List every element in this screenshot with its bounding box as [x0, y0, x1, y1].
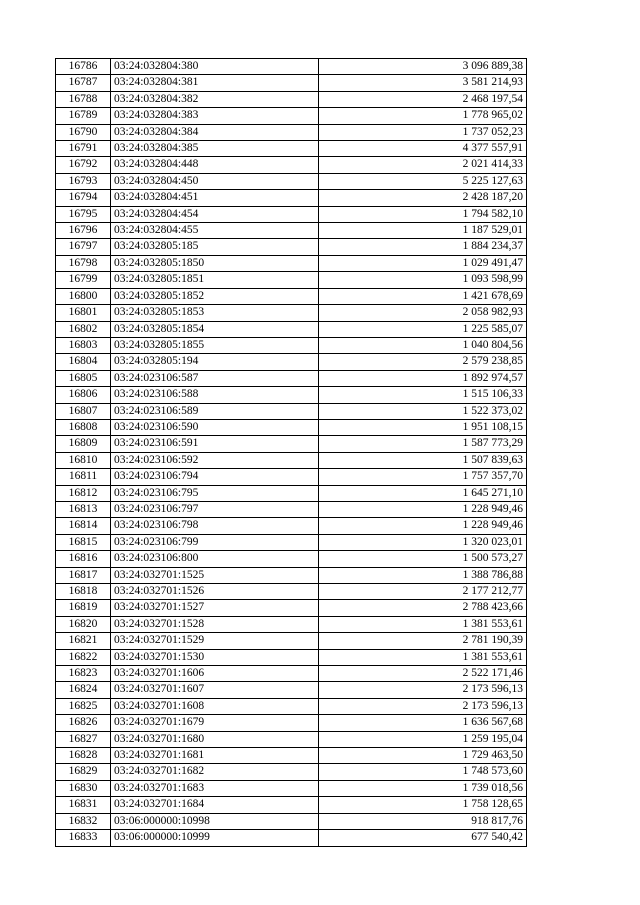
- cadastral-number-cell: 03:24:032701:1680: [111, 731, 319, 747]
- cadastral-number-cell: 03:24:032701:1528: [111, 616, 319, 632]
- table-row: [56, 436, 527, 452]
- row-number-cell: 16826: [56, 715, 111, 731]
- cadastral-number-cell: 03:06:000000:10999: [111, 830, 319, 846]
- table-row: [56, 633, 527, 649]
- cadastral-number-cell: 03:24:032701:1526: [111, 584, 319, 600]
- cadastral-value-cell: 1 507 839,63: [319, 452, 527, 468]
- table-row: [56, 206, 527, 222]
- table-row: [56, 124, 527, 140]
- cadastral-number-cell: 03:24:032804:380: [111, 59, 319, 75]
- row-number-cell: 16803: [56, 337, 111, 353]
- row-number-cell: 16829: [56, 764, 111, 780]
- cadastral-value-table: [55, 58, 527, 847]
- cadastral-value-cell: 2 428 187,20: [319, 190, 527, 206]
- table-row: [56, 419, 527, 435]
- cadastral-value-cell: 1 645 271,10: [319, 485, 527, 501]
- row-number-cell: 16794: [56, 190, 111, 206]
- row-number-cell: 16819: [56, 600, 111, 616]
- cadastral-value-cell: 1 794 582,10: [319, 206, 527, 222]
- cadastral-value-cell: 3 581 214,93: [319, 75, 527, 91]
- cadastral-value-cell: 1 778 965,02: [319, 108, 527, 124]
- row-number-cell: 16788: [56, 91, 111, 107]
- table-row: [56, 501, 527, 517]
- cadastral-number-cell: 03:24:023106:592: [111, 452, 319, 468]
- cadastral-value-cell: 1 515 106,33: [319, 387, 527, 403]
- cadastral-number-cell: 03:24:023106:798: [111, 518, 319, 534]
- row-number-cell: 16798: [56, 255, 111, 271]
- row-number-cell: 16808: [56, 419, 111, 435]
- row-number-cell: 16828: [56, 748, 111, 764]
- table-row: [56, 584, 527, 600]
- row-number-cell: 16815: [56, 534, 111, 550]
- cadastral-value-cell: 1 029 491,47: [319, 255, 527, 271]
- row-number-cell: 16792: [56, 157, 111, 173]
- cadastral-number-cell: 03:24:032805:1850: [111, 255, 319, 271]
- row-number-cell: 16818: [56, 584, 111, 600]
- row-number-cell: 16791: [56, 141, 111, 157]
- row-number-cell: 16793: [56, 173, 111, 189]
- cadastral-number-cell: 03:24:032701:1682: [111, 764, 319, 780]
- cadastral-value-cell: 1 739 018,56: [319, 780, 527, 796]
- cadastral-value-cell: 5 225 127,63: [319, 173, 527, 189]
- table-row: [56, 780, 527, 796]
- table-row: [56, 387, 527, 403]
- cadastral-number-cell: 03:24:032701:1679: [111, 715, 319, 731]
- table-row: [56, 485, 527, 501]
- table-row: [56, 288, 527, 304]
- cadastral-value-cell: 1 228 949,46: [319, 501, 527, 517]
- table-row: [56, 698, 527, 714]
- row-number-cell: 16805: [56, 370, 111, 386]
- row-number-cell: 16799: [56, 272, 111, 288]
- cadastral-number-cell: 03:24:023106:591: [111, 436, 319, 452]
- row-number-cell: 16787: [56, 75, 111, 91]
- cadastral-number-cell: 03:24:023106:590: [111, 419, 319, 435]
- cadastral-value-cell: 1 381 553,61: [319, 616, 527, 632]
- cadastral-value-cell: 2 173 596,13: [319, 698, 527, 714]
- cadastral-number-cell: 03:24:032805:1855: [111, 337, 319, 353]
- cadastral-number-cell: 03:24:032701:1530: [111, 649, 319, 665]
- table-row: [56, 469, 527, 485]
- table-row: [56, 830, 527, 846]
- table-row: [56, 157, 527, 173]
- table-row: [56, 764, 527, 780]
- cadastral-number-cell: 03:24:023106:588: [111, 387, 319, 403]
- table-row: [56, 452, 527, 468]
- table-row: [56, 616, 527, 632]
- cadastral-value-cell: 1 737 052,23: [319, 124, 527, 140]
- cadastral-value-cell: 2 468 197,54: [319, 91, 527, 107]
- cadastral-value-cell: 1 040 804,56: [319, 337, 527, 353]
- cadastral-value-cell: 1 758 128,65: [319, 797, 527, 813]
- cadastral-number-cell: 03:24:032701:1527: [111, 600, 319, 616]
- cadastral-number-cell: 03:24:032701:1681: [111, 748, 319, 764]
- table-row: [56, 534, 527, 550]
- cadastral-value-cell: 1 381 553,61: [319, 649, 527, 665]
- table-row: [56, 337, 527, 353]
- table-row: [56, 239, 527, 255]
- cadastral-value-cell: 4 377 557,91: [319, 141, 527, 157]
- table-row: [56, 403, 527, 419]
- row-number-cell: 16821: [56, 633, 111, 649]
- table-row: [56, 567, 527, 583]
- table-body: [56, 59, 527, 847]
- cadastral-number-cell: 03:24:032804:450: [111, 173, 319, 189]
- row-number-cell: 16797: [56, 239, 111, 255]
- cadastral-number-cell: 03:24:032805:1853: [111, 305, 319, 321]
- cadastral-number-cell: 03:06:000000:10998: [111, 813, 319, 829]
- row-number-cell: 16824: [56, 682, 111, 698]
- table-row: [56, 190, 527, 206]
- cadastral-value-cell: 1 951 108,15: [319, 419, 527, 435]
- cadastral-number-cell: 03:24:032804:384: [111, 124, 319, 140]
- table-row: [56, 715, 527, 731]
- cadastral-number-cell: 03:24:032805:194: [111, 354, 319, 370]
- table-row: [56, 91, 527, 107]
- table-row: [56, 666, 527, 682]
- table-row: [56, 518, 527, 534]
- cadastral-value-cell: 1 500 573,27: [319, 551, 527, 567]
- cadastral-number-cell: 03:24:032804:385: [111, 141, 319, 157]
- table-row: [56, 255, 527, 271]
- table-row: [56, 108, 527, 124]
- row-number-cell: 16832: [56, 813, 111, 829]
- cadastral-number-cell: 03:24:032805:1851: [111, 272, 319, 288]
- table-row: [56, 682, 527, 698]
- row-number-cell: 16813: [56, 501, 111, 517]
- cadastral-number-cell: 03:24:032805:1854: [111, 321, 319, 337]
- row-number-cell: 16800: [56, 288, 111, 304]
- row-number-cell: 16811: [56, 469, 111, 485]
- cadastral-value-cell: 3 096 889,38: [319, 59, 527, 75]
- cadastral-value-cell: 1 748 573,60: [319, 764, 527, 780]
- cadastral-value-cell: 2 522 171,46: [319, 666, 527, 682]
- row-number-cell: 16814: [56, 518, 111, 534]
- table-row: [56, 551, 527, 567]
- cadastral-value-cell: 1 421 678,69: [319, 288, 527, 304]
- row-number-cell: 16830: [56, 780, 111, 796]
- cadastral-number-cell: 03:24:023106:794: [111, 469, 319, 485]
- row-number-cell: 16796: [56, 223, 111, 239]
- cadastral-value-cell: 1 884 234,37: [319, 239, 527, 255]
- cadastral-number-cell: 03:24:023106:797: [111, 501, 319, 517]
- cadastral-number-cell: 03:24:023106:795: [111, 485, 319, 501]
- row-number-cell: 16801: [56, 305, 111, 321]
- cadastral-value-cell: 1 892 974,57: [319, 370, 527, 386]
- cadastral-value-cell: 2 781 190,39: [319, 633, 527, 649]
- row-number-cell: 16817: [56, 567, 111, 583]
- cadastral-number-cell: 03:24:032804:455: [111, 223, 319, 239]
- table-row: [56, 748, 527, 764]
- cadastral-number-cell: 03:24:023106:799: [111, 534, 319, 550]
- cadastral-value-cell: 2 788 423,66: [319, 600, 527, 616]
- cadastral-value-cell: 1 587 773,29: [319, 436, 527, 452]
- row-number-cell: 16816: [56, 551, 111, 567]
- cadastral-value-cell: 1 225 585,07: [319, 321, 527, 337]
- row-number-cell: 16790: [56, 124, 111, 140]
- cadastral-value-cell: 1 757 357,70: [319, 469, 527, 485]
- cadastral-value-cell: 1 093 598,99: [319, 272, 527, 288]
- cadastral-number-cell: 03:24:032701:1684: [111, 797, 319, 813]
- cadastral-number-cell: 03:24:023106:800: [111, 551, 319, 567]
- table-row: [56, 731, 527, 747]
- cadastral-value-cell: 1 259 195,04: [319, 731, 527, 747]
- table-row: [56, 600, 527, 616]
- cadastral-value-cell: 2 173 596,13: [319, 682, 527, 698]
- table-row: [56, 813, 527, 829]
- table-row: [56, 272, 527, 288]
- cadastral-number-cell: 03:24:032701:1607: [111, 682, 319, 698]
- row-number-cell: 16786: [56, 59, 111, 75]
- row-number-cell: 16806: [56, 387, 111, 403]
- cadastral-number-cell: 03:24:032804:448: [111, 157, 319, 173]
- cadastral-value-cell: 2 058 982,93: [319, 305, 527, 321]
- cadastral-number-cell: 03:24:032701:1608: [111, 698, 319, 714]
- table-row: [56, 75, 527, 91]
- cadastral-number-cell: 03:24:032701:1529: [111, 633, 319, 649]
- cadastral-value-cell: 1 228 949,46: [319, 518, 527, 534]
- table-row: [56, 173, 527, 189]
- cadastral-number-cell: 03:24:032804:381: [111, 75, 319, 91]
- cadastral-number-cell: 03:24:023106:587: [111, 370, 319, 386]
- cadastral-number-cell: 03:24:032804:382: [111, 91, 319, 107]
- table-row: [56, 649, 527, 665]
- row-number-cell: 16820: [56, 616, 111, 632]
- row-number-cell: 16831: [56, 797, 111, 813]
- cadastral-number-cell: 03:24:032701:1683: [111, 780, 319, 796]
- row-number-cell: 16795: [56, 206, 111, 222]
- cadastral-value-cell: 1 388 786,88: [319, 567, 527, 583]
- cadastral-number-cell: 03:24:032701:1606: [111, 666, 319, 682]
- cadastral-number-cell: 03:24:032804:451: [111, 190, 319, 206]
- cadastral-number-cell: 03:24:032805:185: [111, 239, 319, 255]
- table-row: [56, 305, 527, 321]
- table-row: [56, 223, 527, 239]
- row-number-cell: 16809: [56, 436, 111, 452]
- cadastral-number-cell: 03:24:032804:454: [111, 206, 319, 222]
- table-row: [56, 370, 527, 386]
- row-number-cell: 16804: [56, 354, 111, 370]
- row-number-cell: 16825: [56, 698, 111, 714]
- row-number-cell: 16807: [56, 403, 111, 419]
- cadastral-number-cell: 03:24:032805:1852: [111, 288, 319, 304]
- table-row: [56, 321, 527, 337]
- table-row: [56, 141, 527, 157]
- cadastral-number-cell: 03:24:023106:589: [111, 403, 319, 419]
- row-number-cell: 16833: [56, 830, 111, 846]
- cadastral-value-cell: 2 579 238,85: [319, 354, 527, 370]
- cadastral-value-cell: 2 021 414,33: [319, 157, 527, 173]
- cadastral-value-cell: 1 320 023,01: [319, 534, 527, 550]
- cadastral-value-cell: 1 636 567,68: [319, 715, 527, 731]
- cadastral-number-cell: 03:24:032804:383: [111, 108, 319, 124]
- table-row: [56, 354, 527, 370]
- row-number-cell: 16823: [56, 666, 111, 682]
- row-number-cell: 16812: [56, 485, 111, 501]
- cadastral-number-cell: 03:24:032701:1525: [111, 567, 319, 583]
- cadastral-value-cell: 2 177 212,77: [319, 584, 527, 600]
- row-number-cell: 16789: [56, 108, 111, 124]
- cadastral-value-cell: 918 817,76: [319, 813, 527, 829]
- table-row: [56, 59, 527, 75]
- table-row: [56, 797, 527, 813]
- row-number-cell: 16802: [56, 321, 111, 337]
- cadastral-value-cell: 677 540,42: [319, 830, 527, 846]
- row-number-cell: 16827: [56, 731, 111, 747]
- cadastral-value-cell: 1 729 463,50: [319, 748, 527, 764]
- row-number-cell: 16822: [56, 649, 111, 665]
- cadastral-value-cell: 1 187 529,01: [319, 223, 527, 239]
- cadastral-value-cell: 1 522 373,02: [319, 403, 527, 419]
- row-number-cell: 16810: [56, 452, 111, 468]
